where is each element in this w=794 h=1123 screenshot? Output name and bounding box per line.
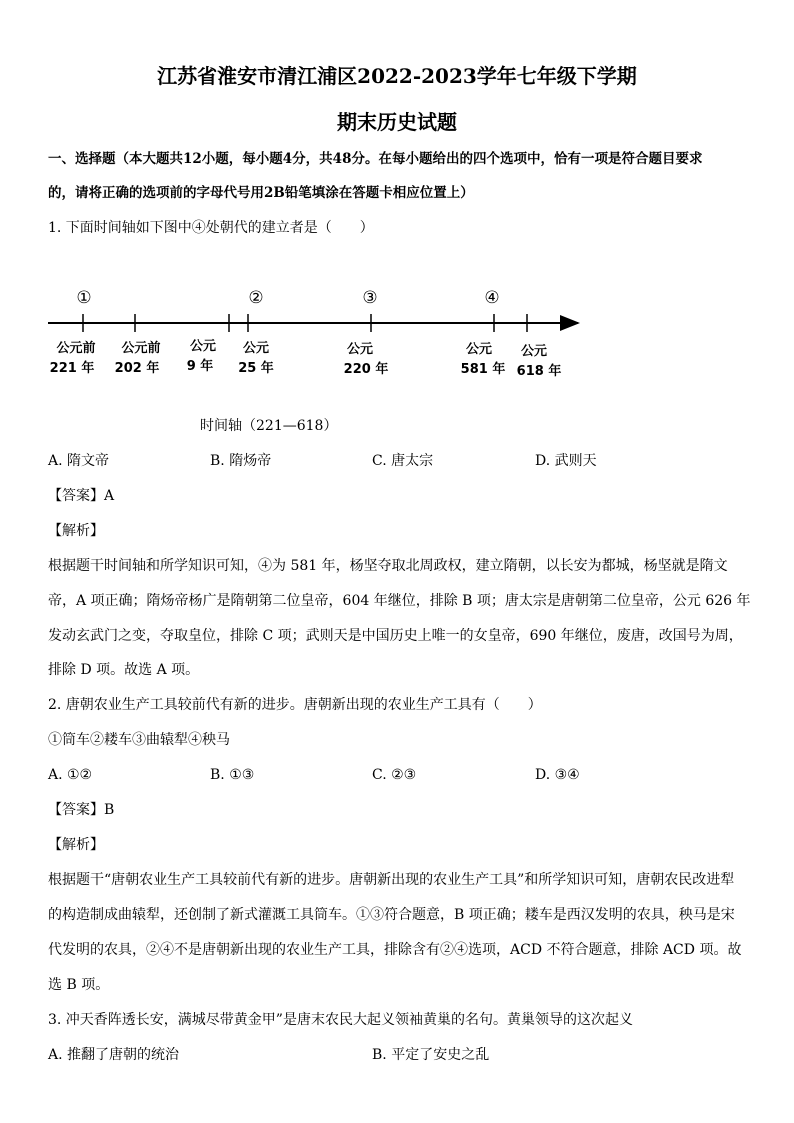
q2-option-c: C. ②③: [372, 767, 417, 783]
timeline-tick-label: 221 年: [49, 361, 95, 376]
q2-analysis-line: 的构造制成曲辕犁，还创制了新式灌溉工具筒车。①③符合题意，B 项正确；耧车是西汉发明的农具，秧马是宋: [48, 907, 735, 923]
timeline-tick-label: 公元前: [56, 341, 96, 356]
q1-option-c: C. 唐太宗: [372, 453, 434, 469]
q2-option-a: A. ①②: [48, 767, 93, 783]
timeline-tick-label: 220 年: [343, 362, 389, 377]
timeline-tick-label: 公元: [346, 342, 374, 357]
exam-title-line1: 江苏省淮安市清江浦区2022-2023学年七年级下学期: [157, 64, 637, 88]
q1-analysis-label: 【解析】: [48, 523, 104, 539]
timeline-tick-label: 581 年: [460, 362, 506, 377]
q1-analysis-line: 排除 D 项。故选 A 项。: [48, 662, 200, 678]
q1-option-a: A. 隋文帝: [48, 453, 110, 469]
q2-option-b: B. ①③: [210, 767, 255, 783]
q2-answer: 【答案】B: [48, 802, 115, 818]
timeline-tick-label: 公元: [242, 341, 270, 356]
timeline-tick-label: 618 年: [516, 364, 562, 379]
q2-stem: 2. 唐朝农业生产工具较前代有新的进步。唐朝新出现的农业生产工具有（ ）: [48, 697, 542, 713]
timeline-tick-label: 公元前: [121, 341, 161, 356]
q1-stem: 1. 下面时间轴如下图中④处朝代的建立者是（ ）: [48, 220, 374, 236]
q1-analysis-line: 帝，A 项正确；隋炀帝杨广是隋朝第二位皇帝，604 年继位，排除 B 项；唐太宗是唐朝第二位皇帝，公元 626 年: [48, 593, 751, 609]
timeline-tick-label: 9 年: [186, 359, 214, 374]
timeline-tick-label: 25 年: [238, 361, 274, 376]
timeline-marker-4: ④: [484, 288, 500, 308]
section-header-line2: 的，请将正确的选项前的字母代号用2B铅笔填涂在答题卡相应位置上）: [48, 185, 474, 201]
timeline-tick-label: 公元: [465, 342, 493, 357]
q1-option-b: B. 隋炀帝: [210, 453, 272, 469]
q3-option-a: A. 推翻了唐朝的统治: [48, 1047, 180, 1063]
timeline-marker-1: ①: [76, 288, 92, 308]
q2-analysis-line: 根据题干“唐朝农业生产工具较前代有新的进步。唐朝新出现的农业生产工具”和所学知识可知，唐朝农民改进犁: [48, 872, 735, 888]
q3-stem: 3. 冲天香阵透长安，满城尽带黄金甲”是唐末农民大起义领袖黄巢的名句。黄巢领导的这次起义: [48, 1012, 633, 1028]
q2-option-d: D. ③④: [535, 767, 580, 783]
q2-analysis-label: 【解析】: [48, 837, 104, 853]
q1-analysis-line: 根据题干时间轴和所学知识可知，④为 581 年，杨坚夺取北周政权，建立隋朝，以长安为都城，杨坚就是隋文: [48, 558, 728, 574]
q2-items: ①筒车②耧车③曲辕犁④秧马: [48, 732, 230, 748]
q1-answer: 【答案】A: [48, 488, 115, 504]
exam-title-line2: 期末历史试题: [337, 110, 457, 134]
section-header-line1: 一、选择题（本大题共12小题，每小题4分，共48分。在每小题给出的四个选项中，恰有一项是符合题目要求: [48, 151, 703, 167]
q3-option-b: B. 平定了安史之乱: [372, 1047, 490, 1063]
timeline-tick-label: 公元: [520, 344, 548, 359]
q2-analysis-line: 选 B 项。: [48, 977, 110, 993]
timeline-caption: 时间轴（221—618）: [200, 418, 338, 434]
timeline-marker-3: ③: [362, 288, 378, 308]
timeline-tick-label: 公元: [189, 339, 217, 354]
timeline-marker-2: ②: [248, 288, 264, 308]
timeline-tick-label: 202 年: [114, 361, 160, 376]
timeline-figure: [0, 280, 794, 390]
q1-analysis-line: 发动玄武门之变，夺取皇位，排除 C 项；武则天是中国历史上唯一的女皇帝，690 年继位，废唐，改国号为周，: [48, 628, 743, 644]
q1-option-d: D. 武则天: [535, 453, 597, 469]
q2-analysis-line: 代发明的农具，②④不是唐朝新出现的农业生产工具，排除含有②④选项，ACD 不符合题意，排除 ACD 项。故: [48, 942, 742, 958]
